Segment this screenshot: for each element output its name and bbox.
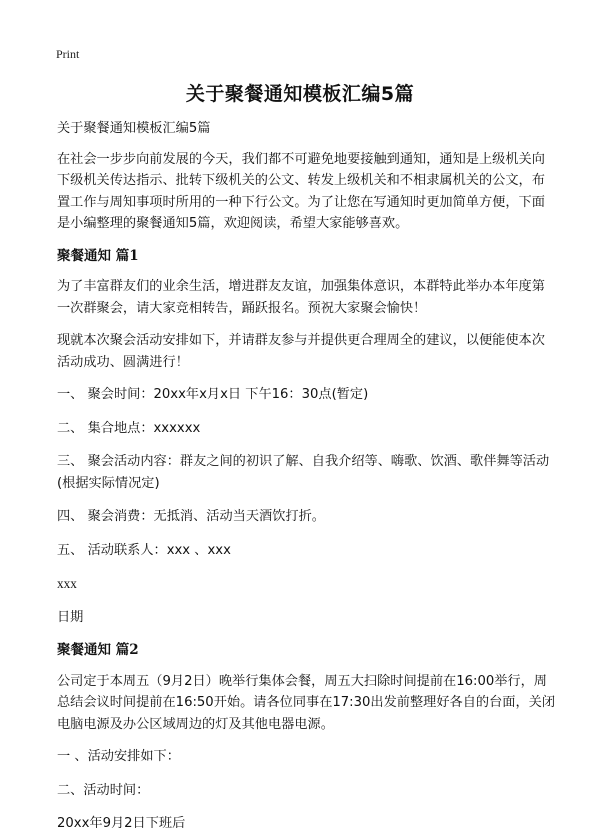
section1-item-content: 三、 聚会活动内容：群友之间的初识了解、自我介绍等、嗨歌、饮酒、歌伴舞等活动(根据实际情况定) (57, 454, 550, 491)
section2-heading: 聚餐通知 篇2 (57, 642, 139, 658)
document-body (57, 118, 557, 828)
section1-item-location: 二、 集合地点：xxxxxx (57, 420, 201, 436)
section1-date: 日期 (57, 609, 84, 625)
print-link[interactable]: Print (56, 47, 80, 61)
section2-time-value: 20xx年9月2日下班后 (57, 816, 186, 828)
section1-paragraph-2: 现就本次聚会活动安排如下，并请群友参与并提供更合理周全的建议，以便能使本次活动成功、圆满进行！ (57, 333, 545, 370)
section1-signature: xxx (57, 576, 77, 591)
section1-item-time: 一、 聚会时间：20xx年x月x日 下午16：30点(暂定) (57, 387, 369, 402)
section1-heading: 聚餐通知 篇1 (57, 247, 139, 264)
section1-item-cost: 四、 聚会消费：无抵消、活动当天酒饮打折。 (57, 509, 325, 524)
section2-item-time: 二、活动时间： (57, 782, 150, 798)
section2-item-arrangement: 一 、活动安排如下： (57, 749, 180, 764)
section1-item-contact: 五、 活动联系人：xxx 、xxx (57, 542, 231, 558)
intro-paragraph: 在社会一步步向前发展的今天，我们都不可避免地要接触到通知，通知是上级机关向下级机关传达指示、批转下级机关的公文、转发上级机关和不相隶属机关的公文，布置工作与周知事项时所用的一种下行公文。为了让您在写通知时更加简单方便，下面是小编整理的聚餐通知5篇，欢迎阅读，希望大家能够喜欢。 (57, 151, 545, 231)
document-subtitle: 关于聚餐通知模板汇编5篇 (57, 121, 211, 136)
section1-paragraph-1: 为了丰富群友们的业余生活，增进群友友谊，加强集体意识，本群特此举办本年度第一次群聚会，请大家竞相转告，踊跃报名。预祝大家聚会愉快！ (57, 279, 545, 316)
page-title: 关于聚餐通知模板汇编5篇 (185, 83, 415, 105)
section2-paragraph-1: 公司定于本周五（9月2日）晚举行集体会餐，周五大扫除时间提前在16:00举行，周总结会议时间提前在16:50开始。请各位同事在17:30出发前整理好各自的台面，关闭电脑电源及办公区域周边的灯及其他电器电源。 (57, 673, 556, 732)
